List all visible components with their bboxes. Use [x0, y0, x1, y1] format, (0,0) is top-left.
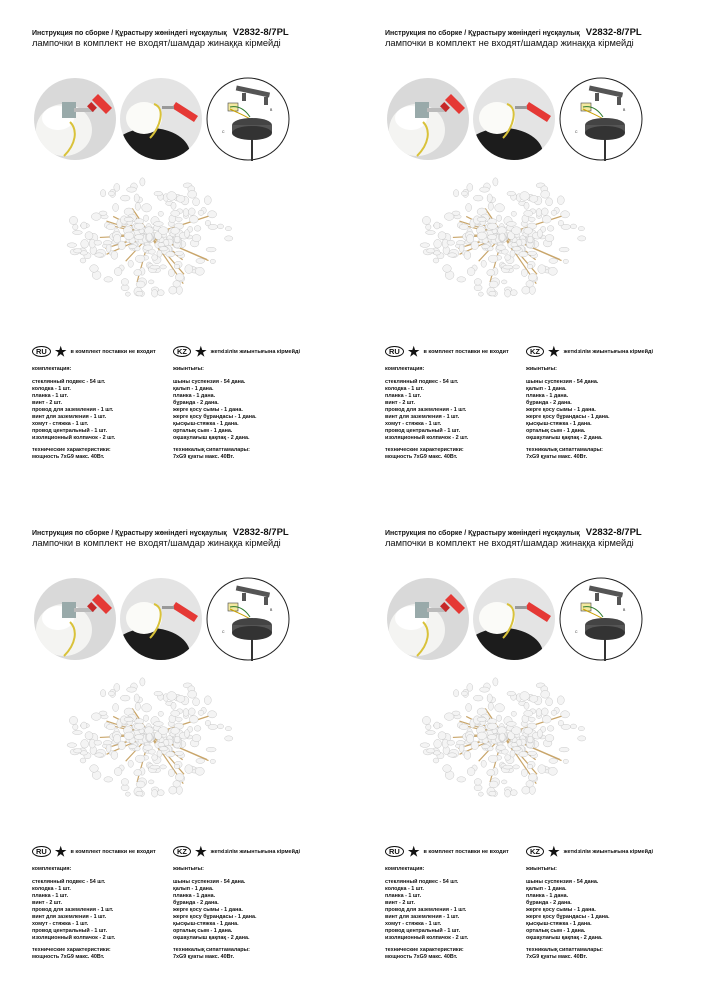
- ru-lang-row: [32, 843, 156, 859]
- kz-part-item: жерге қосу сымы - 1 дана.: [173, 907, 243, 914]
- kz-parts-heading: жиынтығы:: [173, 366, 204, 372]
- kz-part-item: планка - 1 дана.: [173, 393, 216, 400]
- svg-text:C: C: [222, 130, 225, 134]
- kz-parts-list: [526, 366, 610, 461]
- ru-part-item: винт - 2 шт.: [32, 900, 62, 907]
- sheet-title: [32, 27, 289, 38]
- ru-part-item: провод центральный - 1 шт.: [385, 427, 461, 434]
- ru-parts-list: [32, 366, 115, 461]
- sheet-title: [385, 527, 642, 538]
- kz-badge: KZ: [173, 346, 191, 357]
- kz-part-item: қалып - 1 дана.: [173, 886, 214, 893]
- bulbs-not-included-note: лампочки в комплект не входят/шамдар жинаққа кірмейді: [32, 38, 281, 48]
- kz-part-item: шыны суспензия - 54 дана.: [526, 879, 599, 886]
- ru-part-item: изоляционный колпачок - 2 шт.: [32, 934, 116, 941]
- svg-text:C: C: [575, 630, 578, 634]
- kz-not-included-note: жеткізілім жиынтығына кірмейді: [210, 348, 301, 355]
- model-number: V2832-8/7PL: [232, 27, 289, 38]
- ru-part-item: винт - 2 шт.: [385, 400, 415, 407]
- ru-part-item: стеклянный подвес - 54 шт.: [385, 379, 459, 386]
- ru-not-included-note: в комплект поставки не входит: [70, 848, 156, 855]
- kz-part-item: қысқыш-стяжка - 1 дана.: [173, 920, 239, 927]
- kz-part-item: жерге қосу бұрандасы - 1 дана.: [173, 413, 257, 420]
- kz-parts-list: [173, 866, 257, 961]
- ru-part-item: изоляционный колпачок - 2 шт.: [385, 434, 469, 441]
- kz-lang-row: [526, 843, 654, 859]
- kz-part-item: орталық сым - 1 дана.: [526, 927, 586, 934]
- kz-parts-heading: жиынтығы:: [173, 866, 204, 872]
- kz-part-item: оқшаулағыш қақпақ - 2 дана.: [173, 434, 250, 441]
- ceiling-cup-screwdriver-photo: [120, 578, 202, 660]
- ceiling-cup-screwdriver-photo: [473, 578, 555, 660]
- instruction-quadrant-4: [353, 500, 706, 1000]
- ru-not-included-note: в комплект поставки не входит: [423, 348, 509, 355]
- ru-part-item: колодка - 1 шт.: [32, 386, 71, 393]
- ru-part-item: планка - 1 шт.: [385, 393, 422, 400]
- bulbs-not-included-note: лампочки в комплект не входят/шамдар жинаққа кірмейді: [385, 38, 634, 48]
- kz-part-item: орталық сым - 1 дана.: [526, 427, 586, 434]
- title-text: Инструкция по сборке / Құрастыру жөніндегі нұсқаулық: [385, 30, 580, 37]
- kz-not-included-note: жеткізілім жиынтығына кірмейді: [563, 848, 654, 855]
- ru-tech-heading: технические характеристики:: [385, 947, 464, 954]
- lamp-not-included-star-icon: ★: [407, 343, 420, 359]
- ceiling-cup-screwdriver-photo: [473, 78, 555, 160]
- ru-part-item: винт для заземления - 1 шт.: [32, 413, 107, 420]
- ru-parts-heading: комплектация:: [32, 866, 72, 872]
- svg-text:B: B: [270, 608, 273, 612]
- ru-badge: RU: [32, 346, 51, 357]
- kz-part-item: планка - 1 дана.: [526, 893, 569, 900]
- ru-part-item: провод для заземления - 1 шт.: [32, 407, 114, 414]
- kz-tech-value: 7хG9 қуаты макс. 40Вт.: [526, 953, 588, 960]
- ceiling-cup-screwdriver-photo: [120, 78, 202, 160]
- kz-part-item: орталық сым - 1 дана.: [173, 927, 233, 934]
- hand-screwdriver-photo: [387, 78, 469, 160]
- kz-tech-heading: техникалық сипаттамалары:: [173, 947, 250, 954]
- ru-part-item: планка - 1 шт.: [32, 893, 69, 900]
- ru-badge: RU: [385, 846, 404, 857]
- kz-part-item: бұранда - 2 дана.: [173, 400, 219, 407]
- kz-part-item: орталық сым - 1 дана.: [173, 427, 233, 434]
- ru-part-item: изоляционный колпачок - 2 шт.: [32, 434, 116, 441]
- kz-not-included-note: жеткізілім жиынтығына кірмейді: [563, 348, 654, 355]
- kz-part-item: жерге қосу бұрандасы - 1 дана.: [526, 413, 610, 420]
- chandelier-product-photo: [60, 675, 240, 815]
- ru-badge: RU: [32, 846, 51, 857]
- kz-part-item: планка - 1 дана.: [526, 393, 569, 400]
- hand-screwdriver-photo: [34, 578, 116, 660]
- ru-part-item: хомут - стяжка - 1 шт.: [385, 420, 442, 427]
- kz-part-item: жерге қосу бұрандасы - 1 дана.: [526, 913, 610, 920]
- bulbs-not-included-note: лампочки в комплект не входят/шамдар жинаққа кірмейді: [385, 538, 634, 548]
- svg-text:B: B: [623, 608, 626, 612]
- ru-part-item: провод центральный - 1 шт.: [32, 927, 108, 934]
- kz-part-item: қалып - 1 дана.: [173, 386, 214, 393]
- kz-tech-heading: техникалық сипаттамалары:: [526, 447, 603, 454]
- ru-part-item: провод центральный - 1 шт.: [32, 427, 108, 434]
- kz-part-item: жерге қосу бұрандасы - 1 дана.: [173, 913, 257, 920]
- kz-tech-value: 7хG9 қуаты макс. 40Вт.: [173, 453, 235, 460]
- kz-tech-value: 7хG9 қуаты макс. 40Вт.: [526, 453, 588, 460]
- kz-part-item: оқшаулағыш қақпақ - 2 дана.: [173, 934, 250, 941]
- ru-parts-list: [385, 866, 468, 961]
- instruction-quadrant-1: [0, 0, 353, 500]
- ru-parts-list: [385, 366, 468, 461]
- title-text: Инструкция по сборке / Құрастыру жөніндегі нұсқаулық: [32, 530, 227, 537]
- ru-part-item: стеклянный подвес - 54 шт.: [385, 879, 459, 886]
- title-text: Инструкция по сборке / Құрастыру жөніндегі нұсқаулық: [32, 30, 227, 37]
- ru-part-item: винт для заземления - 1 шт.: [385, 913, 460, 920]
- ru-part-item: колодка - 1 шт.: [32, 886, 71, 893]
- kz-part-item: бұранда - 2 дана.: [526, 900, 572, 907]
- ru-part-item: колодка - 1 шт.: [385, 386, 424, 393]
- kz-tech-value: 7хG9 қуаты макс. 40Вт.: [173, 953, 235, 960]
- kz-part-item: оқшаулағыш қақпақ - 2 дана.: [526, 934, 603, 941]
- ru-part-item: провод для заземления - 1 шт.: [385, 907, 467, 914]
- ru-not-included-note: в комплект поставки не входит: [423, 848, 509, 855]
- kz-lang-row: [526, 343, 654, 359]
- svg-text:B: B: [270, 108, 273, 112]
- chandelier-product-photo: [60, 175, 240, 315]
- kz-badge: KZ: [526, 846, 544, 857]
- kz-part-item: шыны суспензия - 54 дана.: [526, 379, 599, 386]
- ru-not-included-note: в комплект поставки не входит: [70, 348, 156, 355]
- ru-part-item: планка - 1 шт.: [32, 393, 69, 400]
- ru-lang-row: [32, 343, 156, 359]
- ru-part-item: провод для заземления - 1 шт.: [32, 907, 114, 914]
- kz-part-item: бұранда - 2 дана.: [526, 400, 572, 407]
- ru-tech-heading: технические характеристики:: [32, 947, 111, 954]
- ru-tech-value: мощность 7хG9 макс. 40Вт.: [32, 453, 105, 460]
- mounting-diagram: [206, 77, 290, 161]
- ru-part-item: винт - 2 шт.: [385, 900, 415, 907]
- kz-part-item: оқшаулағыш қақпақ - 2 дана.: [526, 434, 603, 441]
- instruction-quadrant-3: [0, 500, 353, 1000]
- kz-parts-heading: жиынтығы:: [526, 366, 557, 372]
- kz-tech-heading: техникалық сипаттамалары:: [526, 947, 603, 954]
- chandelier-product-photo: [413, 675, 593, 815]
- ru-parts-heading: комплектация:: [32, 366, 72, 372]
- ru-part-item: изоляционный колпачок - 2 шт.: [385, 934, 469, 941]
- kz-lang-row: [173, 843, 301, 859]
- lamp-not-included-star-icon: ★: [54, 843, 67, 859]
- kz-part-item: қалып - 1 дана.: [526, 386, 567, 393]
- ru-part-item: стеклянный подвес - 54 шт.: [32, 379, 106, 386]
- ru-part-item: хомут - стяжка - 1 шт.: [385, 920, 442, 927]
- kz-part-item: бұранда - 2 дана.: [173, 900, 219, 907]
- kz-part-item: қысқыш-стяжка - 1 дана.: [173, 420, 239, 427]
- kz-parts-list: [173, 366, 257, 461]
- ru-part-item: колодка - 1 шт.: [385, 886, 424, 893]
- kz-badge: KZ: [526, 346, 544, 357]
- sheet-title: [32, 527, 289, 538]
- kz-part-item: шыны суспензия - 54 дана.: [173, 379, 246, 386]
- ru-part-item: хомут - стяжка - 1 шт.: [32, 420, 89, 427]
- ru-part-item: провод центральный - 1 шт.: [385, 927, 461, 934]
- svg-text:C: C: [575, 130, 578, 134]
- ru-part-item: винт для заземления - 1 шт.: [385, 413, 460, 420]
- kz-part-item: жерге қосу сымы - 1 дана.: [173, 407, 243, 414]
- bulbs-not-included-note: лампочки в комплект не входят/шамдар жинаққа кірмейді: [32, 538, 281, 548]
- ru-tech-value: мощность 7хG9 макс. 40Вт.: [32, 953, 105, 960]
- ru-part-item: винт - 2 шт.: [32, 400, 62, 407]
- mounting-diagram: [559, 77, 643, 161]
- kz-parts-list: [526, 866, 610, 961]
- ru-part-item: хомут - стяжка - 1 шт.: [32, 920, 89, 927]
- model-number: V2832-8/7PL: [232, 527, 289, 538]
- hand-screwdriver-photo: [34, 78, 116, 160]
- ru-part-item: провод для заземления - 1 шт.: [385, 407, 467, 414]
- ru-badge: RU: [385, 346, 404, 357]
- ru-parts-list: [32, 866, 115, 961]
- model-number: V2832-8/7PL: [585, 527, 642, 538]
- svg-text:B: B: [623, 108, 626, 112]
- ru-parts-heading: комплектация:: [385, 366, 425, 372]
- ru-parts-heading: комплектация:: [385, 866, 425, 872]
- model-number: V2832-8/7PL: [585, 27, 642, 38]
- kz-part-item: жерге қосу сымы - 1 дана.: [526, 907, 596, 914]
- lamp-not-included-star-icon: ★: [548, 843, 560, 859]
- lamp-not-included-star-icon: ★: [54, 343, 67, 359]
- kz-parts-heading: жиынтығы:: [526, 866, 557, 872]
- ru-tech-value: мощность 7хG9 макс. 40Вт.: [385, 453, 458, 460]
- lamp-not-included-star-icon: ★: [548, 343, 560, 359]
- kz-part-item: жерге қосу сымы - 1 дана.: [526, 407, 596, 414]
- kz-part-item: планка - 1 дана.: [173, 893, 216, 900]
- ru-tech-heading: технические характеристики:: [32, 447, 111, 454]
- kz-tech-heading: техникалық сипаттамалары:: [173, 447, 250, 454]
- kz-lang-row: [173, 343, 301, 359]
- lamp-not-included-star-icon: ★: [195, 343, 207, 359]
- title-text: Инструкция по сборке / Құрастыру жөніндегі нұсқаулық: [385, 530, 580, 537]
- ru-part-item: стеклянный подвес - 54 шт.: [32, 879, 106, 886]
- ru-part-item: винт для заземления - 1 шт.: [32, 913, 107, 920]
- kz-part-item: қысқыш-стяжка - 1 дана.: [526, 920, 592, 927]
- ru-lang-row: [385, 843, 509, 859]
- svg-text:C: C: [222, 630, 225, 634]
- chandelier-product-photo: [413, 175, 593, 315]
- ru-part-item: планка - 1 шт.: [385, 893, 422, 900]
- kz-badge: KZ: [173, 846, 191, 857]
- lamp-not-included-star-icon: ★: [195, 843, 207, 859]
- kz-part-item: шыны суспензия - 54 дана.: [173, 879, 246, 886]
- ru-tech-value: мощность 7хG9 макс. 40Вт.: [385, 953, 458, 960]
- hand-screwdriver-photo: [387, 578, 469, 660]
- kz-part-item: қысқыш-стяжка - 1 дана.: [526, 420, 592, 427]
- kz-part-item: қалып - 1 дана.: [526, 886, 567, 893]
- ru-tech-heading: технические характеристики:: [385, 447, 464, 454]
- lamp-not-included-star-icon: ★: [407, 843, 420, 859]
- kz-not-included-note: жеткізілім жиынтығына кірмейді: [210, 848, 301, 855]
- sheet-title: [385, 27, 642, 38]
- mounting-diagram: [559, 577, 643, 661]
- ru-lang-row: [385, 343, 509, 359]
- mounting-diagram: [206, 577, 290, 661]
- instruction-quadrant-2: [353, 0, 706, 500]
